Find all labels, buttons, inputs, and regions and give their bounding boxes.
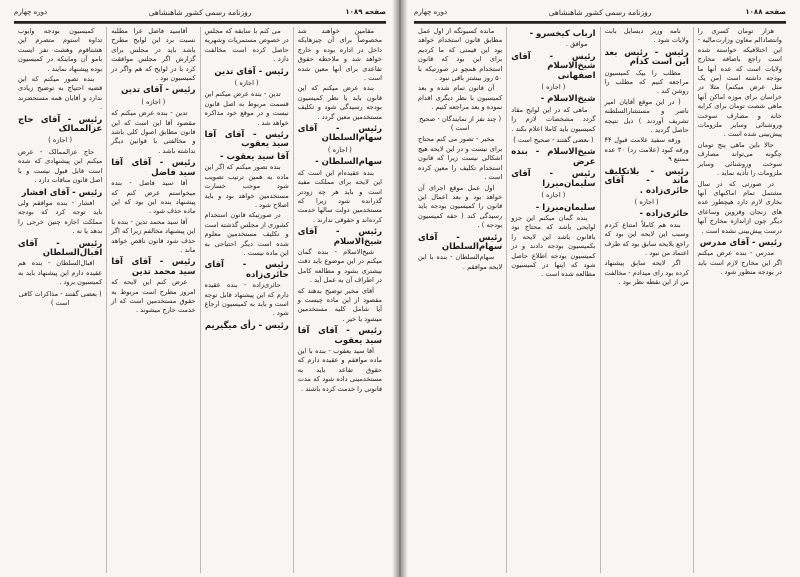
text-column — [600, 27, 693, 573]
paragraph: آقا سید یعقوب - بنده با این ماده موافقم و عقیده دارم که حقوق تقاعد باید به مستخدمینی داده شود که مدت قانونی را خدمت کرده باشند . — [297, 347, 382, 393]
parenthetical-note: ( اجازه ) — [48, 136, 73, 145]
text-column — [106, 27, 199, 573]
speaker-heading: رئیس - آقای آقا سید یعقوب — [204, 130, 289, 150]
speaker-heading: رئیس - رئیس بعد این است کدام — [604, 47, 689, 68]
paragraph: نامه وزیر دیسایل بابت ولایات شود . — [604, 27, 689, 45]
paragraph: در صورتی که در سال مشتمل تمام اماکنهای آنها بخاری لازم دارد هیچطور عده های زنجان وقزوین وساعای دیگر چون ازاندازه مخارج آنها درست پیش‌بینی نشده است . — [697, 179, 782, 235]
newspaper-page-right — [400, 0, 800, 577]
paragraph: اگر لایحه سابق پیشنهاد کرده بود رای میدادم - مخالفت من از این نقطه نظر بود . — [604, 259, 689, 287]
parenthetical-note: ( بعضی گفتند - صحیح است ) — [513, 136, 594, 145]
paragraph: تدین - بنده عرض میکنم این قسمت مربوط به اصل قانون نیست و در موقع خود مذاکره خواهد شد . — [204, 90, 289, 127]
paragraph: ورقه سفید علامت قبول ۴۴ ورقه کبود (علامت رد) ۳۰ عده ممتنع ۹ — [604, 136, 689, 164]
paragraph: عرض کنم این لایحه که امروز مطرح است مربوط به حقوق مستخدمین است که از خدمت خارج میشوند . — [111, 278, 196, 315]
speaker-heading: رئیس - بلاتکلیف ماند - آقای حائری‌زاده . — [604, 166, 689, 196]
paragraph: مخبر - تصور می کنم محتاج برای نیست و در این لایحه هیچ اشکالی نیست زیرا که قانون استخدام تکلیف را معین کرده است . — [418, 135, 503, 182]
paragraph: ( در این موقع آقایان امیر ناصر و مستشارالسلطنه تشریف آوردند ) ذیل نتیجه حاصل گردید . — [604, 97, 689, 135]
speaker-heading: رئیس - آقای تدین — [214, 66, 289, 77]
text-column — [414, 27, 506, 573]
paragraph: اقبال‌السلطان - بنده هم عقیده دارم این پیشنهاد باید به کمیسیون برود . — [18, 259, 103, 287]
text-column — [693, 27, 786, 573]
header-rule — [414, 21, 786, 24]
paragraph: شیخ‌الاسلام - بنده گمان میکنم در این موضوع باید دقت بیشتری بشود و مطالعه کامل در اطراف آن به عمل آید . — [297, 247, 382, 285]
parenthetical-note: ( اجازه ) — [541, 83, 566, 92]
paragraph: بنده عقیده‌ام این است که این لایحه برای مملکت مفید است و باید هر چه زودتر گذرانده شود زیرا که مستخدمین دولت سالها خدمت کرده‌اند و حقوقی ندارند . — [297, 168, 382, 224]
speaker-heading: رئیس - آقای شیخ‌الاسلام اصفهانی — [511, 51, 596, 81]
text-columns — [414, 27, 786, 573]
speaker-heading: سلیمان‌میرزا - — [535, 202, 596, 213]
speaker-heading: حائری‌زاده - — [639, 209, 689, 220]
newspaper-title: روزنامه رسمی کشور شاهنشاهی — [148, 8, 252, 17]
paragraph: می کنم با سابقه که مجلس در خصوص مستمریات وشهریه حاصل کرده است مخالفت دارد . — [204, 27, 289, 64]
paragraph: افشار - بنده موافقم ولی باید توجه کرد که بودجه مملکت اجازه چنین خرجی را بدهد یا نه . — [18, 198, 103, 236]
paragraph: بنده تصور میکنم که این قضیه احتیاج به توضیح زیادی ندارد و آقایان همه مستحضرند . — [18, 75, 103, 112]
paragraph: مدرس - بنده عرض میکنم اگر این مخارج لازم است باید در بودجه منظور شود . — [697, 249, 782, 277]
paragraph: کمیسیون بودجه وایوب تداوه استوم متصرم این هشتاقوم وهشت نفر ایست بامو آن وماینکه در کمیسیون بوده پیشنهاد نمایند . — [18, 27, 103, 73]
parenthetical-note: ( اجازه ) — [327, 145, 352, 154]
text-column — [293, 27, 386, 573]
parenthetical-note: ( اجازه ) — [634, 197, 659, 206]
speaker-heading: رئیس - آقای آقا سید فاضل — [111, 158, 196, 178]
paragraph: تدین - بنده عرض میکنم که مقصود آقا این است که این قانون مطابق اصول کلی باشد و مخالفتی با قوانین دیگر نداشته باشد . — [111, 109, 196, 155]
speaker-heading: شیخ‌الاسلام - — [540, 94, 596, 105]
speaker-heading: رئیس - آقای حاج عزالممالک — [18, 114, 103, 135]
paragraph: آقا سید فاضل - بنده میخواستم عرض کنم که پیشنهاد بنده این بود که این ماده حذف شود . — [111, 179, 196, 216]
book-gutter — [392, 0, 408, 577]
paragraph: مطلب را بیک کمیسیون مراجعه کنیم که مطلب را روشن کند . — [604, 68, 689, 96]
paragraph: بنده هم کاملاً امتناع کردم وسبب این لایحه این بود که راجع بلایحه سابق بود که طرف اعتماد من نبود . — [604, 220, 689, 257]
speaker-heading: رئیس - آقای شیخ‌الاسلام — [297, 227, 382, 247]
speaker-heading: رئیس - آقای سهام‌السلطان — [297, 124, 382, 144]
paragraph: ماهی که در این لوایح مقاد گردد مشخصات لازم را کمیسیون باید کاملا اعلام بکند . — [511, 105, 596, 133]
paragraph: آقای مخبر توضیح بدهند که مقصود از این ماده چیست و آیا شامل کلیه مستخدمین میشود یا خیر . — [297, 286, 382, 323]
paragraph: در صورتیکه قانون استخدام کشوری از مجلس گذشته است و تکلیف مستخدمین معلوم شده است دیگر احتیاجی به این ماده نیست . — [204, 211, 289, 257]
paragraph: بنده عرض میکنم که این قانون باید با نظر کمیسیون بودجه رسیدگی شود و تکلیف مستخدمین معین گردد . — [297, 84, 382, 121]
parenthetical-note: ( اجازه ) — [141, 97, 166, 106]
parenthetical-note: ( اجازه ) — [234, 79, 259, 88]
paragraph: موافق . — [565, 40, 588, 49]
speaker-heading: ارباب کیخسرو - — [529, 29, 596, 39]
paragraph: آقاسید فاضل عرا مطلبه نسبت برد این لوایح مطرح باشد باید در مجلس برای گزارش اگر مجلس موافقت کرد با در لوایح که هم واگر در کمیسیون بود . — [111, 27, 196, 83]
page-header — [414, 6, 786, 20]
page-header — [14, 6, 386, 20]
paragraph: آن قانون تمام شده و بعد کمیسیون با نظر دیگری اقدام نموده و بعد مراجعه کنیم . — [418, 84, 503, 112]
paragraph: سهام‌السلطان - بنده با این لایحه موافقم . — [418, 253, 503, 271]
paragraph: آقا سید محمد تدین - بنده با این پیشنهاد مخالفم زیرا که اگر حذف شود قانون ناقص خواهد ماند . — [111, 217, 196, 254]
header-rule — [14, 21, 386, 24]
speaker-heading: آقا سید یعقوب - — [219, 151, 289, 162]
paragraph: بنده گمان میکنم این جزو لوایحی باشد که محتاج بود باقانون باشد این لایحه را بکمیسیون بودجه دادند و در کمیسیون بودجه اطلاع حاصل شود که اینها در کمیسیون مطالعه شده است . — [511, 213, 596, 279]
speaker-heading: سهام‌السلطان - — [315, 157, 382, 168]
speaker-heading: رئیس - آقای سهام‌السلطان — [418, 232, 503, 252]
speaker-heading: رئیس - آقای آقا سید یعقوب — [297, 326, 382, 346]
page-number: صفحه ۱۰۸۸ — [745, 8, 786, 16]
text-column — [200, 27, 293, 573]
speaker-heading: رئیس - آقای تدین — [121, 85, 196, 96]
paragraph: اول عمل موقع اجرای آن خواهد بود و بعد اعمال این قانون را کمیسیون بودجه باید رسیدگی کند ( حقه کمیسیون بودجه ) . — [418, 183, 503, 230]
newspaper-title: روزنامه رسمی کشور شاهنشاهی — [548, 8, 652, 17]
volume-label: دوره چهارم — [414, 8, 448, 16]
paragraph: حالا باین ماهی پنج تومان چگونه می‌تواند مصارف سوخت وروشنائی وسایر ملزومات را تأدیه نماید . — [697, 140, 782, 178]
parenthetical-note: ( چند نفر از نمایندگان - صحیح است ) — [419, 114, 502, 133]
text-column — [506, 27, 599, 573]
parenthetical-note: ( بعضی گفتند - مذاکرات کافی است ) — [18, 289, 102, 307]
speaker-heading: شیخ‌الاسلام - بنده عرض — [511, 147, 596, 167]
speaker-heading: رئیس - آقای افشار — [21, 187, 103, 198]
paragraph: حائری‌زاده - بنده عقیده دارم که این پیشنهاد قابل توجه است و باید به کمیسیون ارجاع شود . — [204, 281, 289, 318]
volume-label: دوره چهارم — [14, 8, 48, 16]
speaker-heading: رئیس - آقای حائری‌زاده — [204, 260, 289, 280]
speaker-heading: رئیس - آقای مدرس — [699, 237, 782, 248]
speaker-heading: رئیس - آقای سلیمان‌میرزا — [511, 169, 596, 189]
text-columns — [14, 27, 386, 573]
parenthetical-note: ( اجازه ) — [541, 191, 566, 200]
speaker-heading: رئیس - آقای آقا سید محمد تدین — [111, 257, 196, 277]
text-column — [14, 27, 106, 573]
paragraph: مقامین خواهند شد مخصوصاً برای آن چیزهایکه داخل در اداره بوده و خارج خواهد شد و ملاحظه حقوق تقاعدی برای آنها معین شده است . — [297, 27, 382, 83]
paragraph: هزار تومان کسری را وانتصادالم معاون وزارت‌مالیه - این اختلافیکه خواسته شده است راجع باضافه مخارج ولایات است که عده آنها ما بودجه داشته است (من یک مثل عرض میکنم) مثلا در خراسان برای موزه اماکن آنها ماهی شصت تومان برای کرایه خانه و مصارف سوخت وروشنائی وسایر ملزومات پیش‌بینی شده است . — [697, 27, 782, 139]
paragraph: بنده تصور میکنم که اگر این ماده به همین ترتیب تصویب شود موجب خسارت مستخدمین خواهد بود و باید اصلاح شود . — [204, 163, 289, 209]
speaker-heading: رئیس - رأی میگیریم — [204, 320, 289, 331]
page-number: صفحه ۱۰۸۹ — [345, 8, 386, 16]
paragraph: حاج عزالممالک - عرض میکنم این پیشنهادی که شده است قابل قبول نیست و با اصل قانون منافات دارد . — [18, 147, 103, 185]
speaker-heading: رئیس - آقای اقبال‌السلطان — [18, 238, 103, 258]
paragraph: مانده کسیونگه از اول عمل مطابق قانون استخدام خواهد بود این قیمتی که ما کردیم برای این بود که قانون استخدام همچو در صورتیکه با ۵۰ روز بیشتر باقی نبود . — [418, 27, 503, 83]
